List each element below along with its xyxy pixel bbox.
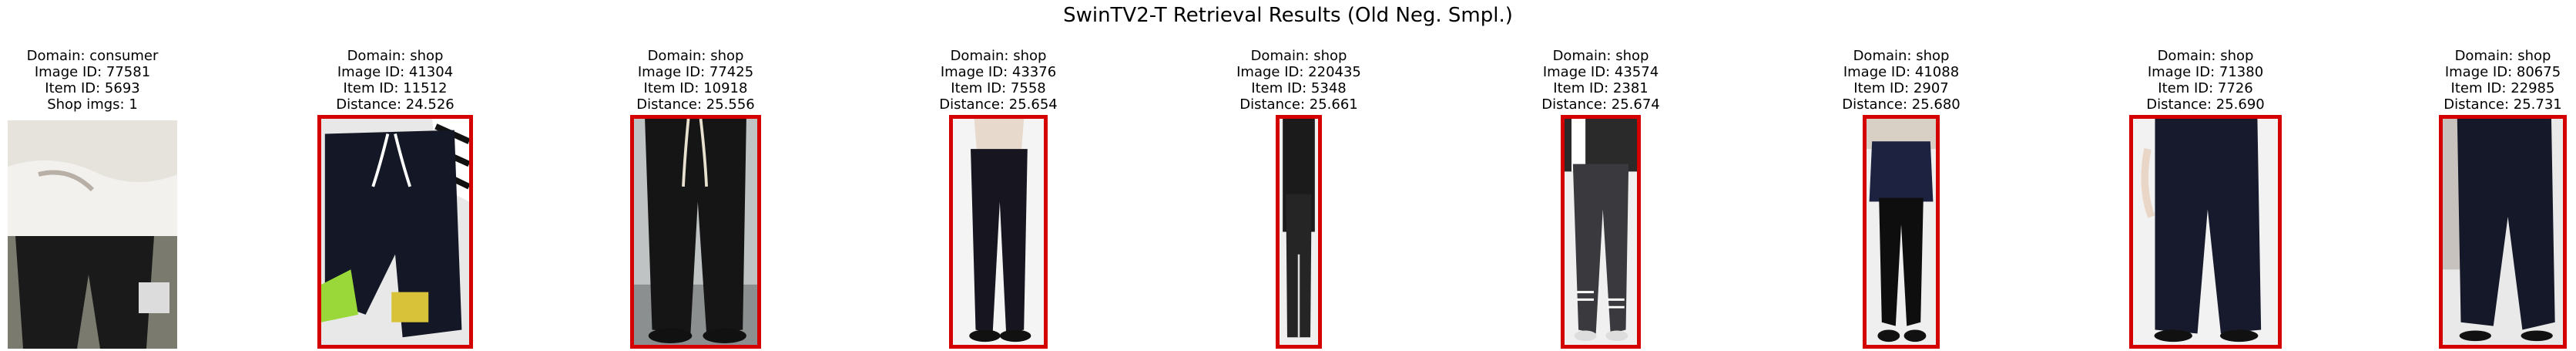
result-distance: Distance: 25.661 <box>1239 96 1358 113</box>
result-domain: Domain: shop <box>1250 48 1347 64</box>
result-domain: Domain: shop <box>647 48 744 64</box>
result-item-id: Item ID: 7558 <box>951 80 1046 96</box>
result-item-id: Item ID: 11512 <box>343 80 448 96</box>
result-image-id: Image ID: 220435 <box>1236 64 1361 80</box>
result-caption <box>1236 48 1361 113</box>
result-photo <box>1863 115 1940 349</box>
result-distance: Distance: 25.731 <box>2444 96 2562 113</box>
figure-title: SwinTV2-T Retrieval Results (Old Neg. Smpl.) <box>1063 4 1513 27</box>
query-photo <box>8 120 177 349</box>
result-image-id: Image ID: 41304 <box>337 64 454 80</box>
result-item-id: Item ID: 5348 <box>1251 80 1347 96</box>
result-item-id: Item ID: 2907 <box>1853 80 1949 96</box>
result-photo <box>1561 115 1641 349</box>
result-photo <box>2439 115 2567 349</box>
result-photo <box>630 115 761 349</box>
result-item-id: Item ID: 22985 <box>2450 80 2555 96</box>
result-item-id: Item ID: 7726 <box>2158 80 2253 96</box>
result-photo <box>949 115 1048 349</box>
query-image-id: Image ID: 77581 <box>34 64 151 80</box>
result-panel <box>1842 48 1961 349</box>
result-domain: Domain: shop <box>2454 48 2551 64</box>
result-distance: Distance: 25.674 <box>1541 96 1660 113</box>
result-image-id: Image ID: 71380 <box>2147 64 2264 80</box>
result-panel <box>939 48 1058 349</box>
result-photo <box>1276 115 1322 349</box>
result-image-id: Image ID: 43376 <box>940 64 1057 80</box>
result-panel <box>2439 48 2567 349</box>
result-distance: Distance: 25.654 <box>939 96 1058 113</box>
result-image-id: Image ID: 43574 <box>1542 64 1659 80</box>
result-domain: Domain: shop <box>347 48 444 64</box>
result-distance: Distance: 25.690 <box>2146 96 2265 113</box>
result-photo <box>2129 115 2282 349</box>
result-caption <box>939 48 1057 113</box>
result-domain: Domain: shop <box>950 48 1047 64</box>
result-distance: Distance: 25.556 <box>636 96 755 113</box>
result-caption <box>1541 48 1659 113</box>
result-caption <box>336 48 454 113</box>
result-caption <box>2146 48 2264 113</box>
result-image-id: Image ID: 41088 <box>1843 64 1960 80</box>
result-panel <box>630 48 761 349</box>
result-distance: Distance: 24.526 <box>336 96 454 113</box>
result-photo <box>317 115 473 349</box>
result-image-id: Image ID: 80675 <box>2444 64 2561 80</box>
result-panel <box>1541 48 1660 349</box>
query-shop-imgs: Shop imgs: 1 <box>47 96 138 113</box>
result-domain: Domain: shop <box>1853 48 1950 64</box>
result-image-id: Image ID: 77425 <box>637 64 754 80</box>
result-panel <box>2129 48 2282 349</box>
result-distance: Distance: 25.680 <box>1842 96 1961 113</box>
result-panel <box>1236 48 1361 349</box>
result-caption <box>636 48 754 113</box>
query-domain: Domain: consumer <box>26 48 159 64</box>
result-domain: Domain: shop <box>1552 48 1649 64</box>
result-caption <box>2444 48 2561 113</box>
result-item-id: Item ID: 10918 <box>643 80 748 96</box>
result-panel <box>317 48 473 349</box>
result-caption <box>1842 48 1960 113</box>
result-item-id: Item ID: 2381 <box>1553 80 1649 96</box>
result-domain: Domain: shop <box>2157 48 2254 64</box>
query-panel <box>8 48 177 349</box>
query-item-id: Item ID: 5693 <box>45 80 140 96</box>
query-caption <box>27 48 159 113</box>
